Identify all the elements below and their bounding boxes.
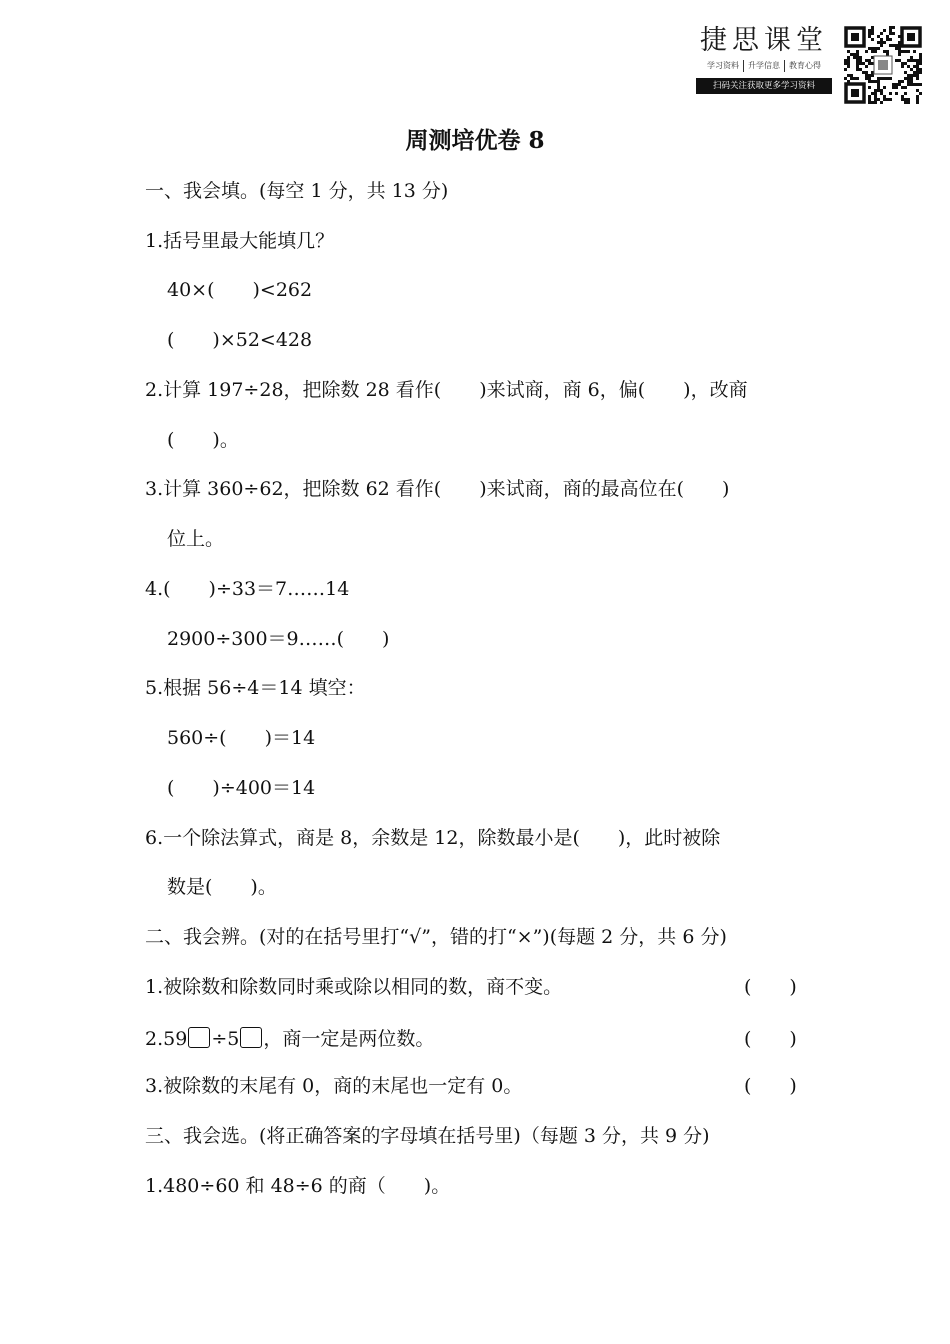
section-2-heading: 二、我会辨。(对的在括号里打“√”，错的打“×”)(每题 2 分，共 6 分): [145, 926, 727, 948]
question-1-1-a: 40×( )<262: [167, 279, 313, 301]
question-1-4-line2: 2900÷300＝9……( ): [167, 628, 390, 650]
question-2-2-mid: ÷5: [211, 1028, 240, 1050]
brand-tags: [696, 60, 832, 72]
question-1-1-b: ( )×52<428: [167, 329, 313, 351]
tag-divider: [743, 60, 744, 72]
answer-paren: ( ): [744, 1075, 797, 1097]
answer-paren: ( ): [744, 976, 797, 998]
question-1-3-line2: 位上。: [167, 528, 225, 550]
question-1-2-line1: 2.计算 197÷28，把除数 28 看作( )来试商，商 6，偏( )，改商: [145, 379, 748, 401]
qr-code-icon: [844, 26, 922, 104]
question-1-5-b: ( )÷400＝14: [167, 777, 316, 799]
section-1-heading: 一、我会填。(每空 1 分，共 13 分): [145, 180, 449, 202]
brand-block: [696, 24, 832, 94]
question-1-5-prompt: 5.根据 56÷4＝14 填空：: [145, 677, 366, 699]
question-2-3-text: 3.被除数的末尾有 0，商的末尾也一定有 0。: [145, 1075, 523, 1097]
question-1-1-prompt: 1.括号里最大能填几？: [145, 230, 335, 252]
answer-paren: ( ): [744, 1028, 797, 1050]
page-title: 周测培优卷 8: [405, 127, 545, 154]
question-2-2-post: ，商一定是两位数。: [263, 1028, 435, 1050]
question-1-2-line2: ( )。: [167, 429, 239, 451]
question-1-5-a: 560÷( )＝14: [167, 727, 316, 749]
blank-box: [188, 1027, 210, 1048]
brand-tag: 升学信息: [748, 61, 780, 70]
question-1-6-line1: 6.一个除法算式，商是 8，余数是 12，除数最小是( )，此时被除: [145, 827, 721, 849]
brand-banner: 扫码关注获取更多学习资料: [696, 78, 832, 94]
question-2-1-text: 1.被除数和除数同时乘或除以相同的数，商不变。: [145, 976, 563, 998]
question-3-1-text: 1.480÷60 和 48÷6 的商（ )。: [145, 1175, 451, 1197]
question-1-6-line2: 数是( )。: [167, 876, 277, 898]
brand-tag: 教育心得: [789, 61, 821, 70]
question-1-3-line1: 3.计算 360÷62，把除数 62 看作( )来试商，商的最高位在( ): [145, 478, 730, 500]
question-2-2-pre: 2.59: [145, 1028, 188, 1050]
question-1-4-line1: 4.( )÷33＝7……14: [145, 578, 350, 600]
question-2-2-text: [145, 1025, 434, 1053]
section-3-heading: 三、我会选。(将正确答案的字母填在括号里)（每题 3 分，共 9 分): [145, 1125, 710, 1147]
brand-name: 捷思课堂: [700, 25, 828, 56]
tag-divider: [784, 60, 785, 72]
brand-tag: 学习资料: [707, 61, 739, 70]
blank-box: [240, 1027, 262, 1048]
